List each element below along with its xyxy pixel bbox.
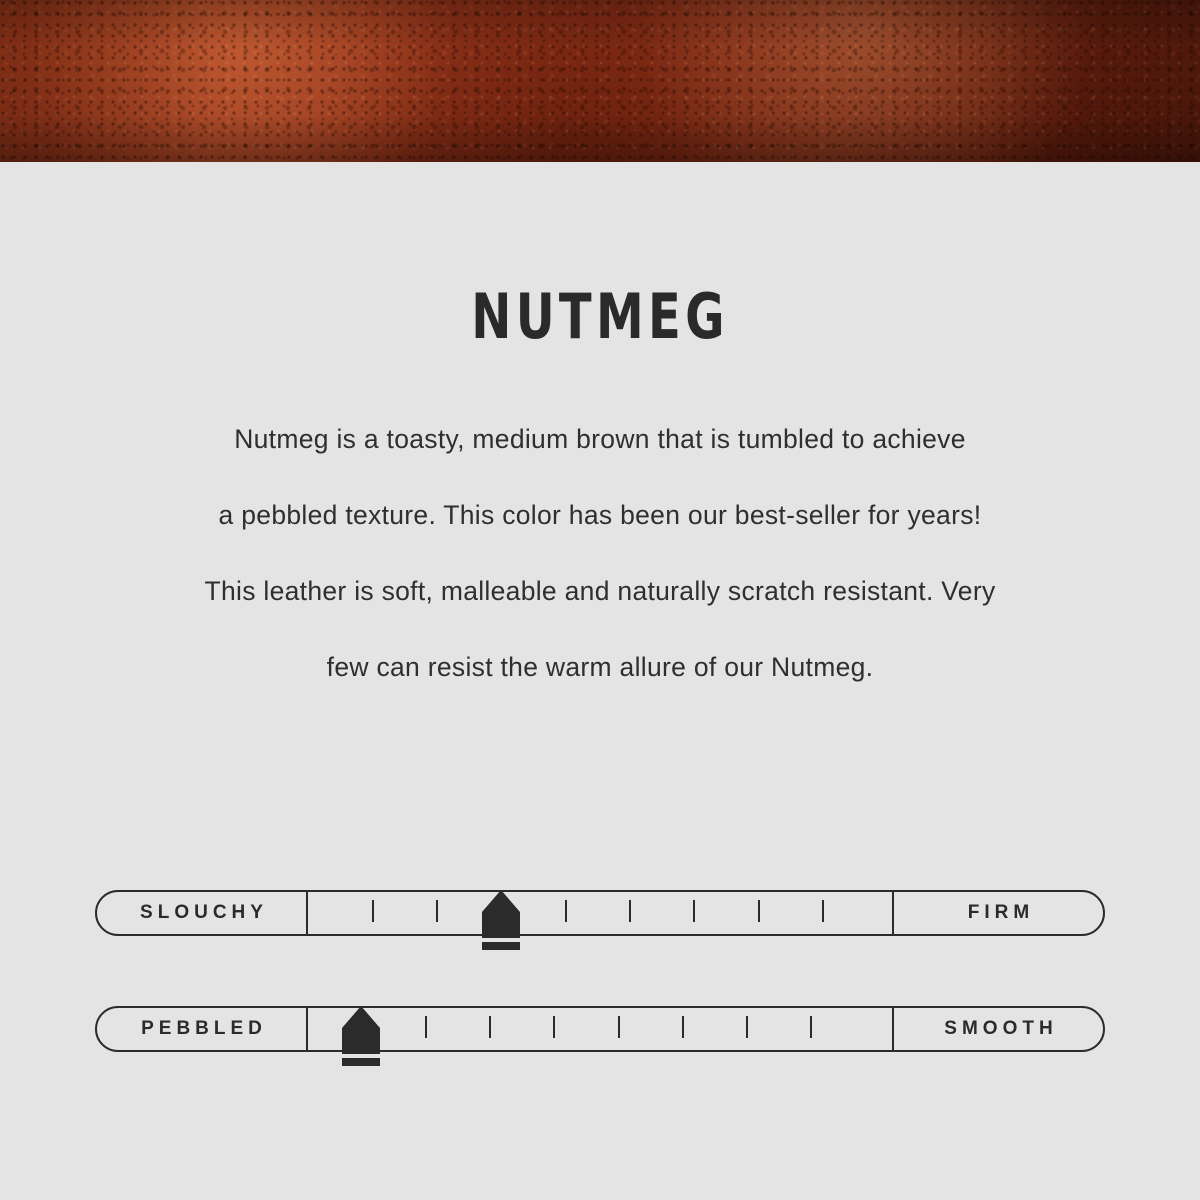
description-line: This leather is soft, malleable and naturally scratch resistant. Very — [204, 576, 996, 606]
scale-tick — [436, 900, 438, 922]
card-content — [0, 162, 1200, 705]
scale-right-label-structure: FIRM — [892, 892, 1103, 934]
scale-right-label-texture: SMOOTH — [892, 1008, 1103, 1050]
scale-tick — [489, 1016, 491, 1038]
page-title: NUTMEG — [471, 280, 729, 353]
scale-track-texture[interactable] — [95, 1006, 1105, 1052]
scale-ticks-structure — [308, 892, 892, 934]
marker-gap — [482, 938, 520, 942]
marker-gap — [342, 1054, 380, 1058]
description-line: Nutmeg is a toasty, medium brown that is tumbled to achieve — [234, 424, 966, 454]
leather-swatch — [0, 0, 1200, 162]
marker-foot — [482, 942, 520, 950]
scale-tick — [565, 900, 567, 922]
scale-tick — [758, 900, 760, 922]
scale-tick — [501, 900, 503, 922]
leather-vignette — [0, 0, 1200, 162]
color-description — [110, 353, 1090, 705]
scale-texture — [95, 1006, 1105, 1062]
scale-tick — [746, 1016, 748, 1038]
scale-tick — [822, 900, 824, 922]
scale-tick — [361, 1016, 363, 1038]
scale-tick — [618, 1016, 620, 1038]
description-line: few can resist the warm allure of our Nutmeg. — [326, 652, 874, 682]
scale-track-structure[interactable] — [95, 890, 1105, 936]
scale-left-label-texture: PEBBLED — [97, 1008, 308, 1050]
scale-tick — [425, 1016, 427, 1038]
scale-tick — [682, 1016, 684, 1038]
scale-tick — [810, 1016, 812, 1038]
scale-tick — [693, 900, 695, 922]
marker-foot — [342, 1058, 380, 1066]
scale-tick — [553, 1016, 555, 1038]
scale-ticks-texture — [308, 1008, 892, 1050]
scale-tick — [372, 900, 374, 922]
description-line: a pebbled texture. This color has been our best-seller for years! — [218, 500, 982, 530]
scale-structure — [95, 890, 1105, 946]
scale-left-label-structure: SLOUCHY — [97, 892, 308, 934]
attribute-scales — [0, 890, 1200, 1122]
scale-tick — [629, 900, 631, 922]
